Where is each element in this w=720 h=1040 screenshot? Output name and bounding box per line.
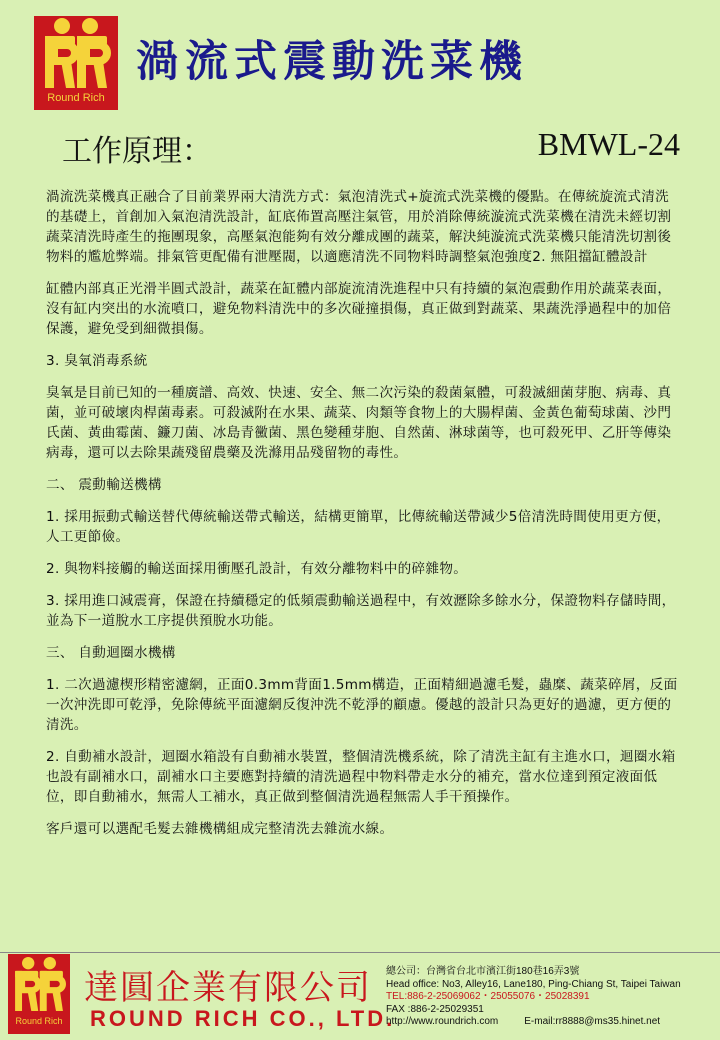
company-logo bbox=[34, 16, 118, 110]
paragraph: 1. 採用振動式輸送替代傳統輸送帶式輸送，結構更簡單，比傳統輸送帶減少5倍清洗時間使用更方便，人工更節儉。 bbox=[46, 509, 671, 545]
paragraph: 2. 自動補水設計，迴圈水箱設有自動補水裝置，整個清洗機系統，除了清洗主缸有主進水口，迴圈水箱也設有副補水口，副補水口主要應對持續的清洗過程中物料帶走水分的補充，當水位達到預定液面低位，即自動補水，無需人工補水，真正做到整個清洗過程無需人手干預操作。 bbox=[46, 749, 676, 805]
address-english: Head office: No3, Alley16, Lane180, Ping-Chiang St, Taipei Taiwan bbox=[386, 978, 681, 990]
paragraph: 客戶還可以選配毛髮去雜機構組成完整清洗去雜流水線。 bbox=[46, 821, 394, 837]
footer-divider bbox=[0, 952, 720, 953]
paragraph: 缸體内部真正光滑半圓式設計，蔬菜在缸體内部旋流清洗進程中只有持續的氣泡震動作用於蔬菜表面，沒有缸内突出的水流噴口，避免物料清洗中的多次碰撞損傷，真正做到對蔬菜、果蔬洗淨過程中的加倍保護，避免受到細微損傷。 bbox=[46, 281, 672, 337]
telephone: TEL:886-2-25069062・25055076・25028391 bbox=[386, 991, 590, 1002]
logo-caption: Round Rich bbox=[15, 1016, 63, 1026]
address-chinese: 總公司：台灣省台北市濱江街180巷16弄3號 bbox=[386, 966, 580, 977]
section-heading: 三、 自動迴圈水機構 bbox=[46, 645, 176, 661]
logo-caption: Round Rich bbox=[47, 92, 105, 104]
paragraph: 2. 與物料接觸的輸送面採用衝壓孔設計，有效分離物料中的碎雜物。 bbox=[46, 561, 468, 577]
section-subtitle: 工作原理： bbox=[62, 134, 212, 169]
rr-logo-icon bbox=[12, 954, 66, 1014]
section-heading: 3. 臭氧消毒系統 bbox=[46, 353, 148, 369]
rr-logo-icon bbox=[41, 16, 111, 90]
model-number: BMWL-24 bbox=[537, 126, 680, 162]
footer-logo bbox=[8, 954, 70, 1034]
section-heading: 二、 震動輸送機構 bbox=[46, 477, 162, 493]
contact-info bbox=[386, 966, 716, 1029]
paragraph: 臭氧是目前已知的一種廣譜、高效、快速、安全、無二次污染的殺菌氣體，可殺滅細菌芽胞、病毒、真菌，並可破壞肉桿菌毒素。可殺滅附在水果、蔬菜、肉類等食物上的大腸桿菌、金黃色葡萄球菌、沙門氏菌、黃曲霉菌、鐮刀菌、冰島青黴菌、黑色變種芽胞、自然菌、淋球菌等，也可殺死甲、乙肝等傳染病毒，還可以去除果蔬殘留農藥及洗滌用品殘留物的毒性。 bbox=[46, 385, 672, 461]
page-title: 渦流式震動洗菜機 bbox=[136, 37, 528, 87]
paragraph: 3. 採用進口減震膏，保證在持續穩定的低頻震動輸送過程中，有效瀝除多餘水分，保證物料存儲時間，並為下一道脫水工序提供預脫水功能。 bbox=[46, 593, 676, 629]
company-name-chinese: 達圓企業有限公司 bbox=[84, 968, 372, 1008]
paragraph: 1. 二次過濾楔形精密濾網，正面0.3mm背面1.5mm構造，正面精細過濾毛髮，蟲糜、蔬菜碎屑，反面一次沖洗即可乾淨，免除傳統平面濾網反復沖洗不乾淨的顧慮。優越的設計只為更好的過濾，更方便的清洗。 bbox=[46, 677, 678, 733]
website-link[interactable]: http://www.roundrich.com bbox=[386, 1016, 499, 1027]
company-name-english: ROUND RICH CO., LTD. bbox=[90, 1006, 396, 1031]
body-text bbox=[46, 187, 678, 851]
fax: FAX :886-2-25029351 bbox=[386, 1003, 484, 1015]
paragraph: 渦流洗菜機真正融合了目前業界兩大清洗方式：氣泡清洗式+旋流式洗菜機的優點。在傳統旋流式清洗的基礎上，首創加入氣泡清洗設計，缸底佈置高壓注氣管，用於消除傳統漩流式洗菜機在清洗未經切割蔬菜清洗時產生的拖團現象，高壓氣泡能夠有效分離成團的蔬菜，解決純漩流式洗菜機只能清洗切割後物料的尷尬弊端。排氣管更配備有泄壓閥，以適應清洗不同物料時調整氣泡強度2. 無阻擋缸體設計 bbox=[46, 189, 672, 265]
email-link[interactable]: E-mail:rr8888@ms35.hinet.net bbox=[524, 1016, 661, 1027]
